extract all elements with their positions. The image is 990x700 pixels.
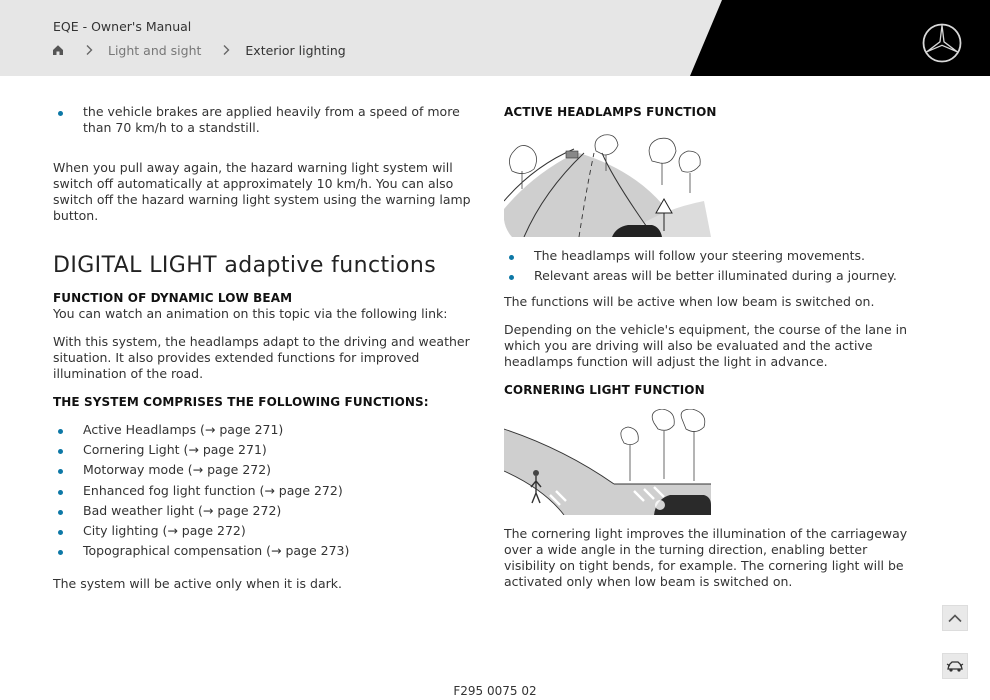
- vehicle-view-button[interactable]: [942, 653, 968, 679]
- lane-course-paragraph: Depending on the vehicle's equipment, the course of the lane in which you are driving will also be evaluated and the active headlamps function will adjust the light in advance.: [504, 322, 908, 370]
- home-icon[interactable]: [52, 44, 64, 56]
- breadcrumb-link-light-and-sight[interactable]: Light and sight: [108, 42, 202, 58]
- breadcrumb: [52, 42, 346, 58]
- figure-code: F295 0075 02: [453, 684, 537, 698]
- list-item[interactable]: Active Headlamps (→ page 271): [53, 422, 471, 438]
- cornering-light-illustration: [504, 409, 711, 515]
- chevron-up-icon: [947, 612, 963, 624]
- right-column: [504, 104, 922, 590]
- list-item[interactable]: Bad weather light (→ page 272): [53, 503, 471, 519]
- animation-link-paragraph: You can watch an animation on this topic via the following link:: [53, 306, 448, 321]
- system-paragraph: With this system, the headlamps adapt to the driving and weather situation. It also provides extended functions for improved illumination of the road.: [53, 334, 470, 381]
- left-column: [53, 104, 471, 592]
- breadcrumb-current: Exterior lighting: [245, 42, 346, 58]
- list-item: the vehicle brakes are applied heavily from a speed of more than 70 km/h to a standstill.: [53, 104, 471, 136]
- mercedes-star-logo-icon[interactable]: [921, 22, 963, 64]
- vehicle-icon: [946, 659, 964, 673]
- header-bar: [0, 0, 990, 76]
- chevron-right-icon: [84, 44, 94, 56]
- system-comprises-heading: THE SYSTEM COMPRISES THE FOLLOWING FUNCTIONS:: [53, 395, 429, 409]
- list-item[interactable]: City lighting (→ page 272): [53, 523, 471, 539]
- list-item[interactable]: Cornering Light (→ page 271): [53, 442, 471, 458]
- manual-title: EQE - Owner's Manual: [53, 19, 192, 34]
- list-item: The headlamps will follow your steering movements.: [504, 248, 922, 264]
- cornering-light-heading: CORNERING LIGHT FUNCTION: [504, 383, 705, 398]
- chevron-right-icon: [221, 44, 231, 56]
- section-heading: DIGITAL LIGHT adaptive functions: [53, 253, 437, 278]
- dynamic-low-beam-heading: FUNCTION OF DYNAMIC LOW BEAM: [53, 291, 293, 305]
- active-when-dark-paragraph: The system will be active only when it is dark.: [53, 576, 342, 592]
- low-beam-paragraph: The functions will be active when low beam is switched on.: [504, 294, 875, 310]
- list-item[interactable]: Topographical compensation (→ page 273): [53, 543, 471, 559]
- active-headlamps-heading: ACTIVE HEADLAMPS FUNCTION: [504, 105, 717, 119]
- brake-condition-list: [53, 104, 471, 136]
- hazard-paragraph: When you pull away again, the hazard warning light system will switch off automatically at approximately 10 km/h. You can also switch off the hazard warning light system using the warning lamp button.: [53, 160, 471, 223]
- scroll-to-top-button[interactable]: [942, 605, 968, 631]
- list-item[interactable]: Enhanced fog light function (→ page 272): [53, 483, 471, 499]
- active-headlamps-list: [504, 248, 922, 284]
- cornering-paragraph: The cornering light improves the illumination of the carriageway over a wide angle in the turning direction, enabling better visibility on tight bends, for example. The cornering light will be activated only when low beam is switched on.: [504, 526, 908, 590]
- list-item: Relevant areas will be better illuminated during a journey.: [504, 268, 922, 284]
- functions-list: [53, 422, 471, 559]
- list-item[interactable]: Motorway mode (→ page 272): [53, 462, 471, 478]
- active-headlamps-illustration: [504, 131, 711, 237]
